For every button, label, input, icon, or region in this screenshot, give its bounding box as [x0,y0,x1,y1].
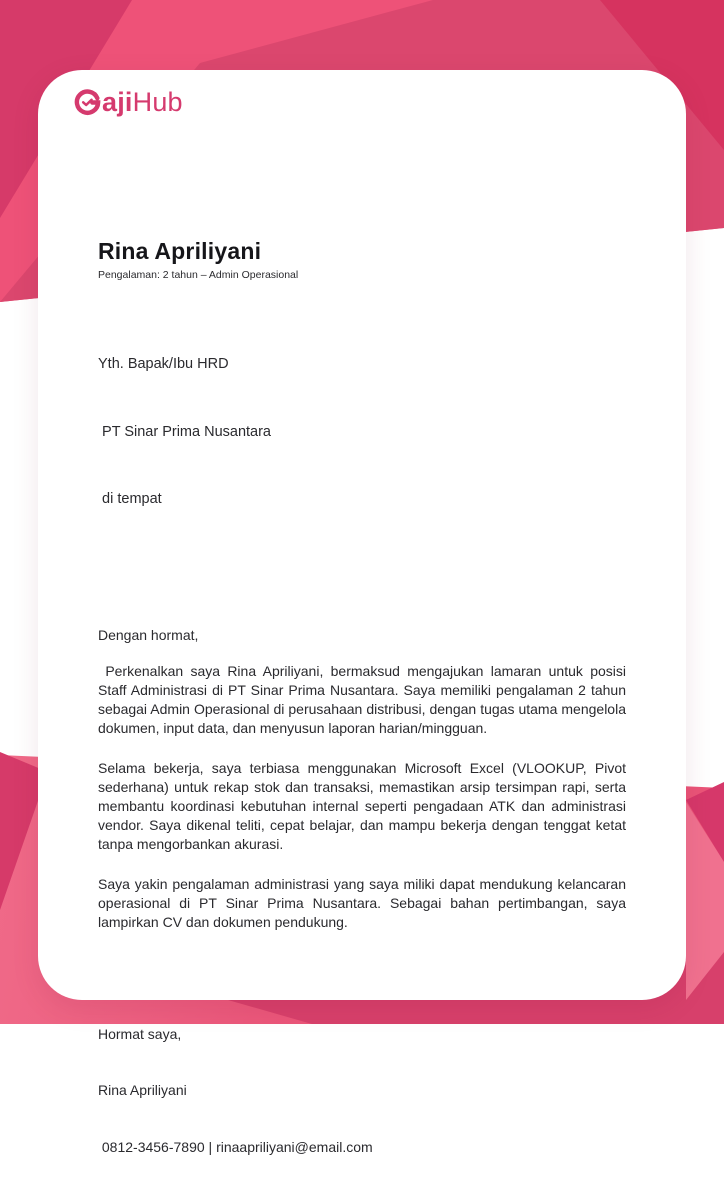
paragraph-skills: Selama bekerja, saya terbiasa menggunakan Microsoft Excel (VLOOKUP, Pivot sederhana) untuk rekap stok dan transaksi, memastikan arsip tersimpan rapi, serta membantu koordinasi kebutuhan internal seperti pengadaan ATK dan administrasi vendor. Saya dikenal teliti, cepat belajar, dan mampu bekerja dengan tenggat ketat tanpa mengorbankan akurasi. [98,759,626,854]
letter-body [98,70,626,1194]
recipient-line: PT Sinar Prima Nusantara [98,421,626,444]
letter-card [38,70,686,1000]
paragraph-closing-statement: Saya yakin pengalaman administrasi yang saya miliki dapat mendukung kelancaran operasional di PT Sinar Prima Nusantara. Sebagai bahan pertimbangan, saya lampirkan CV dan dokumen pendukung. [98,875,626,932]
closing-block [98,988,626,1194]
sender-name: Rina Apriliyani [98,238,626,265]
recipient-line: Yth. Bapak/Ibu HRD [98,353,626,376]
recipient-line: di tempat [98,488,626,511]
gajihub-g-check-icon [74,89,101,116]
logo-wordmark-light: Hub [133,87,183,117]
salutation: Dengan hormat, [98,627,626,643]
sender-experience-line: Pengalaman: 2 tahun – Admin Operasional [98,269,626,281]
closing-salutation: Hormat saya, [98,1025,626,1044]
logo-wordmark-bold: aji [102,87,133,117]
contact-line: 0812-3456-7890 | rinaapriliyani@email.com [98,1138,626,1157]
signature-name: Rina Apriliyani [98,1081,626,1100]
recipient-block [98,308,626,556]
paragraph-introduction: Perkenalkan saya Rina Apriliyani, bermaksud mengajukan lamaran untuk posisi Staff Administrasi di PT Sinar Prima Nusantara. Saya memiliki pengalaman 2 tahun sebagai Admin Operasional di perusahaan distribusi, dengan tugas utama mengelola dokumen, input data, dan menyusun laporan harian/mingguan. [98,662,626,738]
